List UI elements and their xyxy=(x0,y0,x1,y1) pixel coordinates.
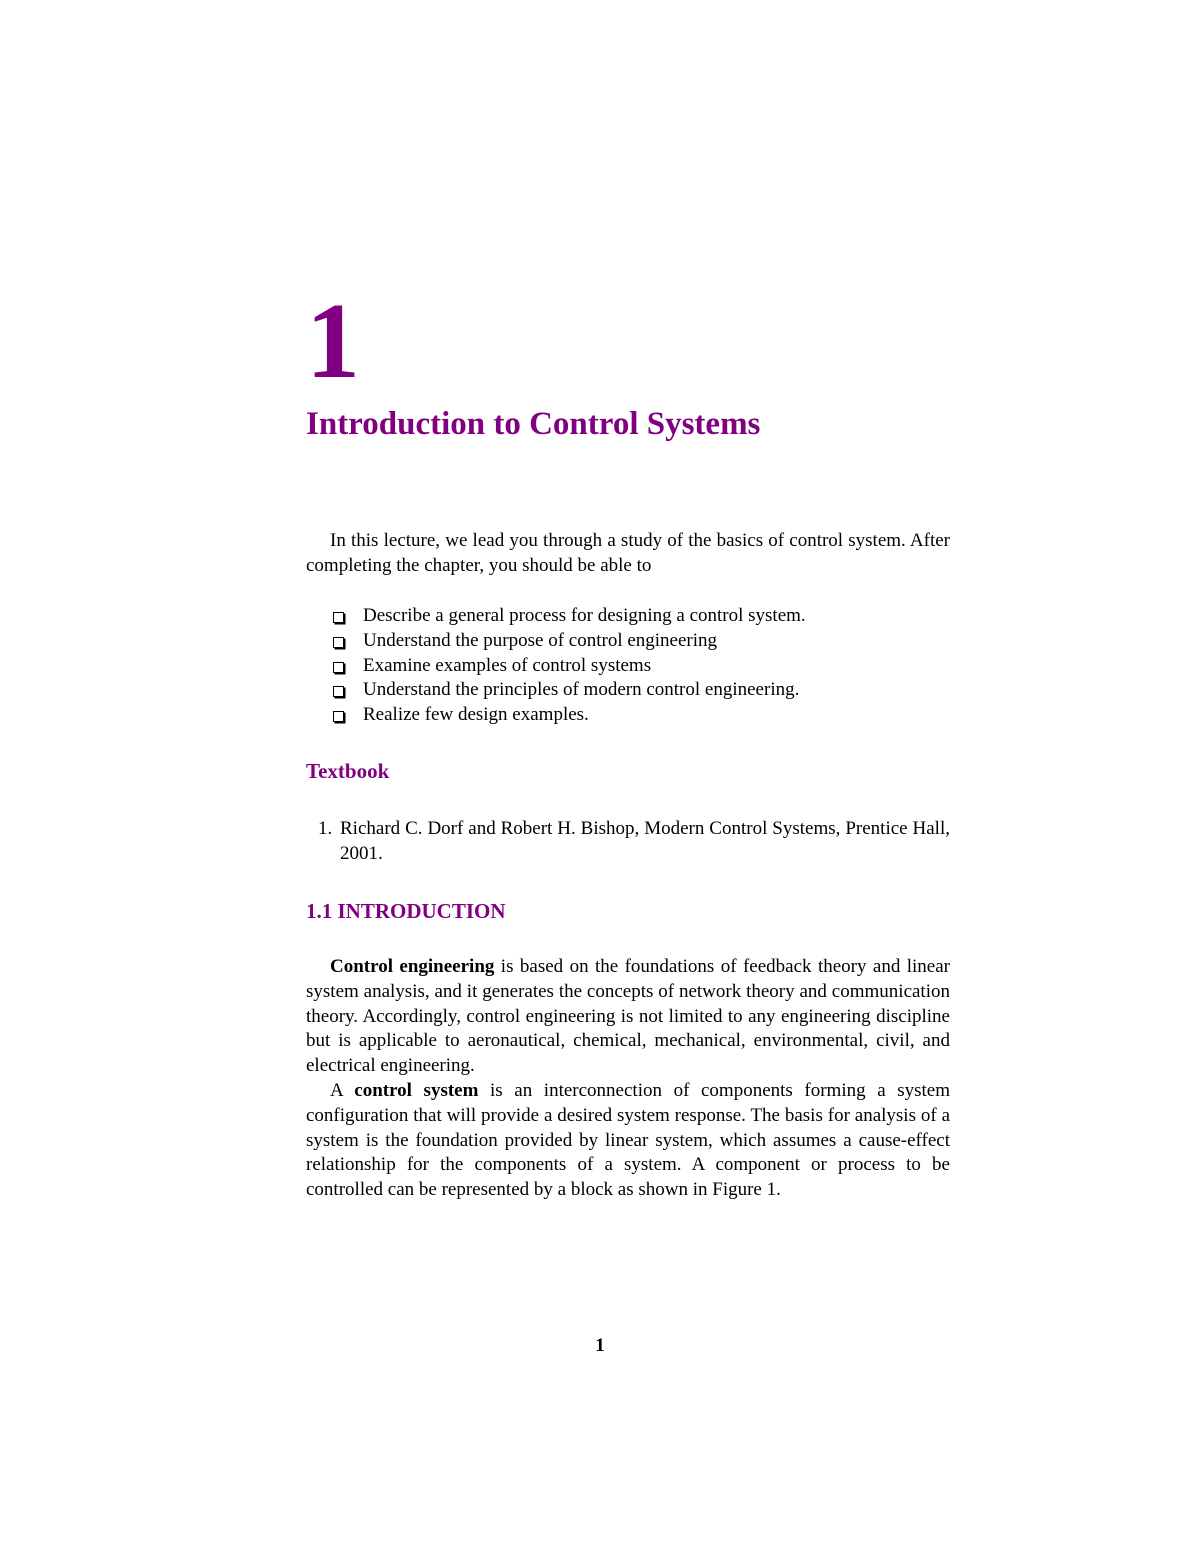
paragraph-control-engineering xyxy=(306,955,950,1079)
checkbox-bullet-icon xyxy=(333,662,344,673)
section-heading: 1.1 INTRODUCTION xyxy=(306,899,506,923)
chapter-number: 1 xyxy=(306,282,360,401)
objective-text: Understand the principles of modern control engineering. xyxy=(363,679,800,701)
paragraph-text: is an interconnection of components forming a system configuration that will provide a desired system response. The basis for analysis of a system is the foundation provided by linear system, which assumes a cause-effect relationship for the components of a system. A component or process to be controlled can be represented by a block as shown in Figure 1. xyxy=(306,1079,950,1201)
list-item xyxy=(330,703,950,728)
paragraph-prefix: A xyxy=(330,1079,355,1101)
bold-term: control system xyxy=(354,1079,479,1101)
checkbox-bullet-icon xyxy=(333,637,344,648)
paragraph-text: is based on the foundations of feedback theory and linear system analysis, and it generates the concepts of network theory and communication theory. Accordingly, control engineering is not limited to any engineering discipline but is applicable to aeronautical, chemical, mechanical, environmental, civil, and electrical engineering. xyxy=(306,956,950,1077)
list-item xyxy=(330,604,950,629)
objective-text: Describe a general process for designing a control system. xyxy=(363,605,806,626)
reference-text: Richard C. Dorf and Robert H. Bishop, Modern Control Systems, Prentice Hall, 2001. xyxy=(340,818,950,864)
list-item xyxy=(330,629,950,654)
paragraph-control-system xyxy=(306,1079,950,1203)
list-item xyxy=(330,678,950,703)
checkbox-bullet-icon xyxy=(333,686,344,697)
objective-text: Realize few design examples. xyxy=(363,704,589,726)
reference-number: 1. xyxy=(318,818,333,839)
checkbox-bullet-icon xyxy=(333,711,344,722)
objective-text: Understand the purpose of control engineering xyxy=(363,629,718,651)
reference-list xyxy=(318,817,950,867)
intro-paragraph: In this lecture, we lead you through a study of the basics of control system. After completing the chapter, you should be able to xyxy=(306,530,950,576)
list-item xyxy=(330,654,950,679)
chapter-title: Introduction to Control Systems xyxy=(306,406,761,442)
objective-text: Examine examples of control systems xyxy=(363,654,652,676)
reference-item xyxy=(318,817,950,867)
bold-term: Control engineering xyxy=(330,956,495,977)
page-number: 1 xyxy=(595,1335,605,1356)
checkbox-bullet-icon xyxy=(333,612,344,623)
textbook-heading: Textbook xyxy=(306,759,390,783)
section-body xyxy=(306,955,950,1203)
objectives-list xyxy=(330,604,950,728)
